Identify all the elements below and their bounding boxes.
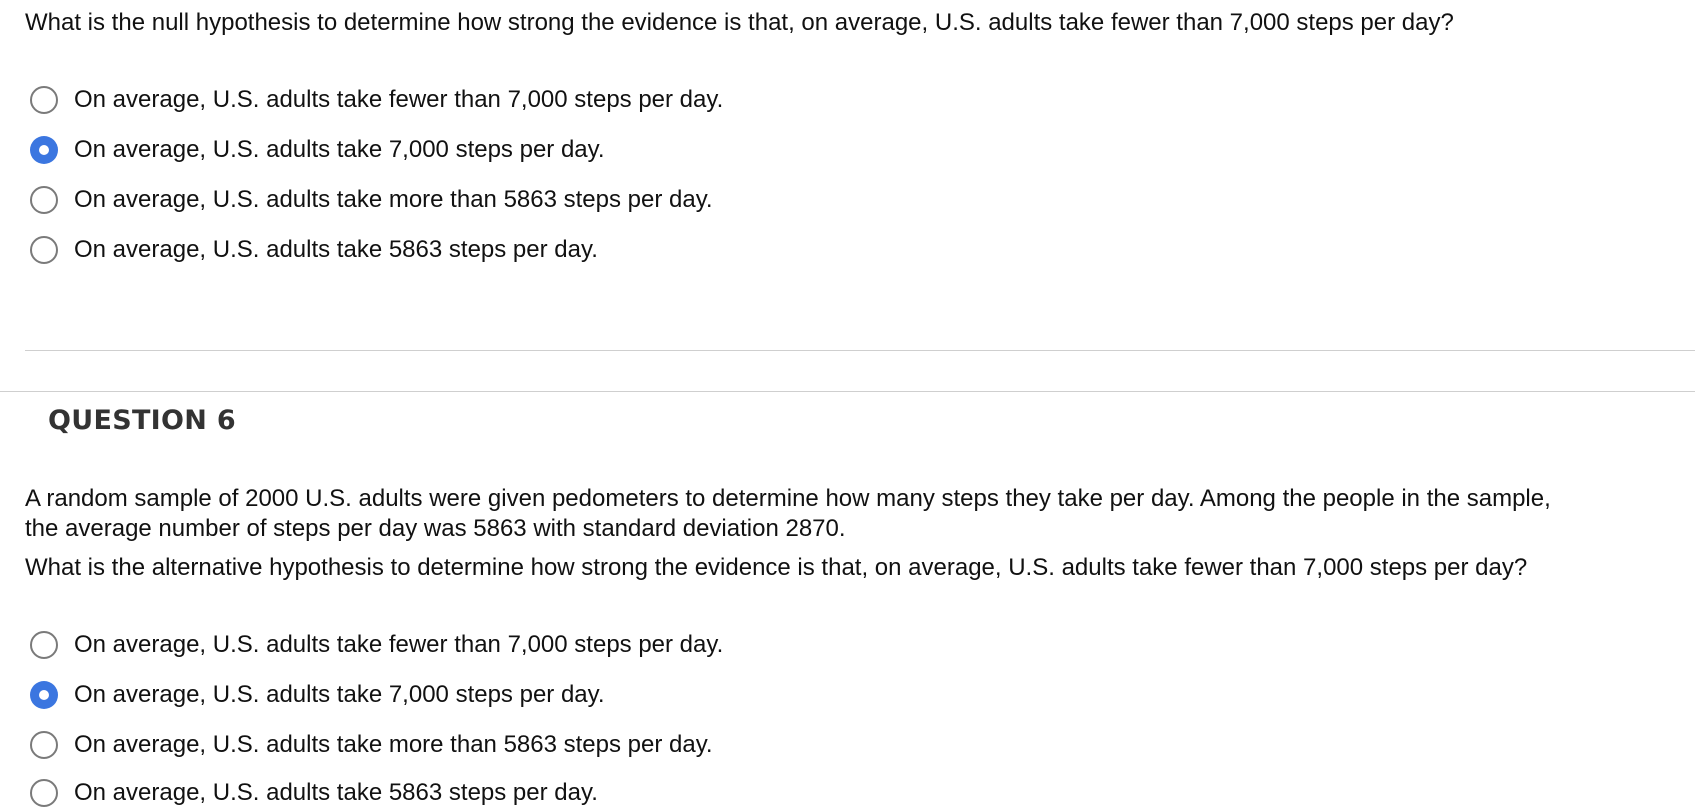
radio-button[interactable] [30,236,58,264]
q5-option-2-label: On average, U.S. adults take 7,000 steps per day. [74,136,605,163]
radio-button[interactable] [30,779,58,807]
section-divider [0,391,1695,392]
question-6-prompt: What is the alternative hypothesis to determine how strong the evidence is that, on average, U.S. adults take fewer than 7,000 steps per day? [25,554,1528,581]
question-5-prompt: What is the null hypothesis to determine how strong the evidence is that, on average, U.S. adults take fewer than 7,000 steps per day? [25,9,1454,36]
q6-option-1[interactable] [30,627,723,663]
q6-option-1-label: On average, U.S. adults take fewer than 7,000 steps per day. [74,631,724,658]
radio-button[interactable] [30,86,58,114]
q5-option-3-label: On average, U.S. adults take more than 5863 steps per day. [74,186,713,213]
radio-button-selected[interactable] [30,681,58,709]
q6-option-4[interactable] [30,775,598,811]
question-6-title: QUESTION 6 [48,405,236,436]
radio-button[interactable] [30,631,58,659]
q5-option-1-label: On average, U.S. adults take fewer than 7,000 steps per day. [74,86,724,113]
q5-option-1[interactable] [30,82,723,118]
question-6-scenario: A random sample of 2000 U.S. adults were given pedometers to determine how many steps they take per day. Among the people in the sample, the average number of steps per day was 5863 with standard deviation 2870. [25,485,1551,542]
q5-option-4[interactable] [30,232,598,268]
q6-option-4-label: On average, U.S. adults take 5863 steps per day. [74,779,598,806]
q6-option-2[interactable] [30,677,605,713]
radio-button-selected[interactable] [30,136,58,164]
q6-option-3-label: On average, U.S. adults take more than 5863 steps per day. [74,731,713,758]
radio-button[interactable] [30,186,58,214]
question-divider [25,350,1695,351]
q5-option-3[interactable] [30,182,713,218]
radio-button[interactable] [30,731,58,759]
q6-option-3[interactable] [30,727,713,763]
q5-option-2[interactable] [30,132,605,168]
q5-option-4-label: On average, U.S. adults take 5863 steps per day. [74,236,598,263]
q6-option-2-label: On average, U.S. adults take 7,000 steps per day. [74,681,605,708]
